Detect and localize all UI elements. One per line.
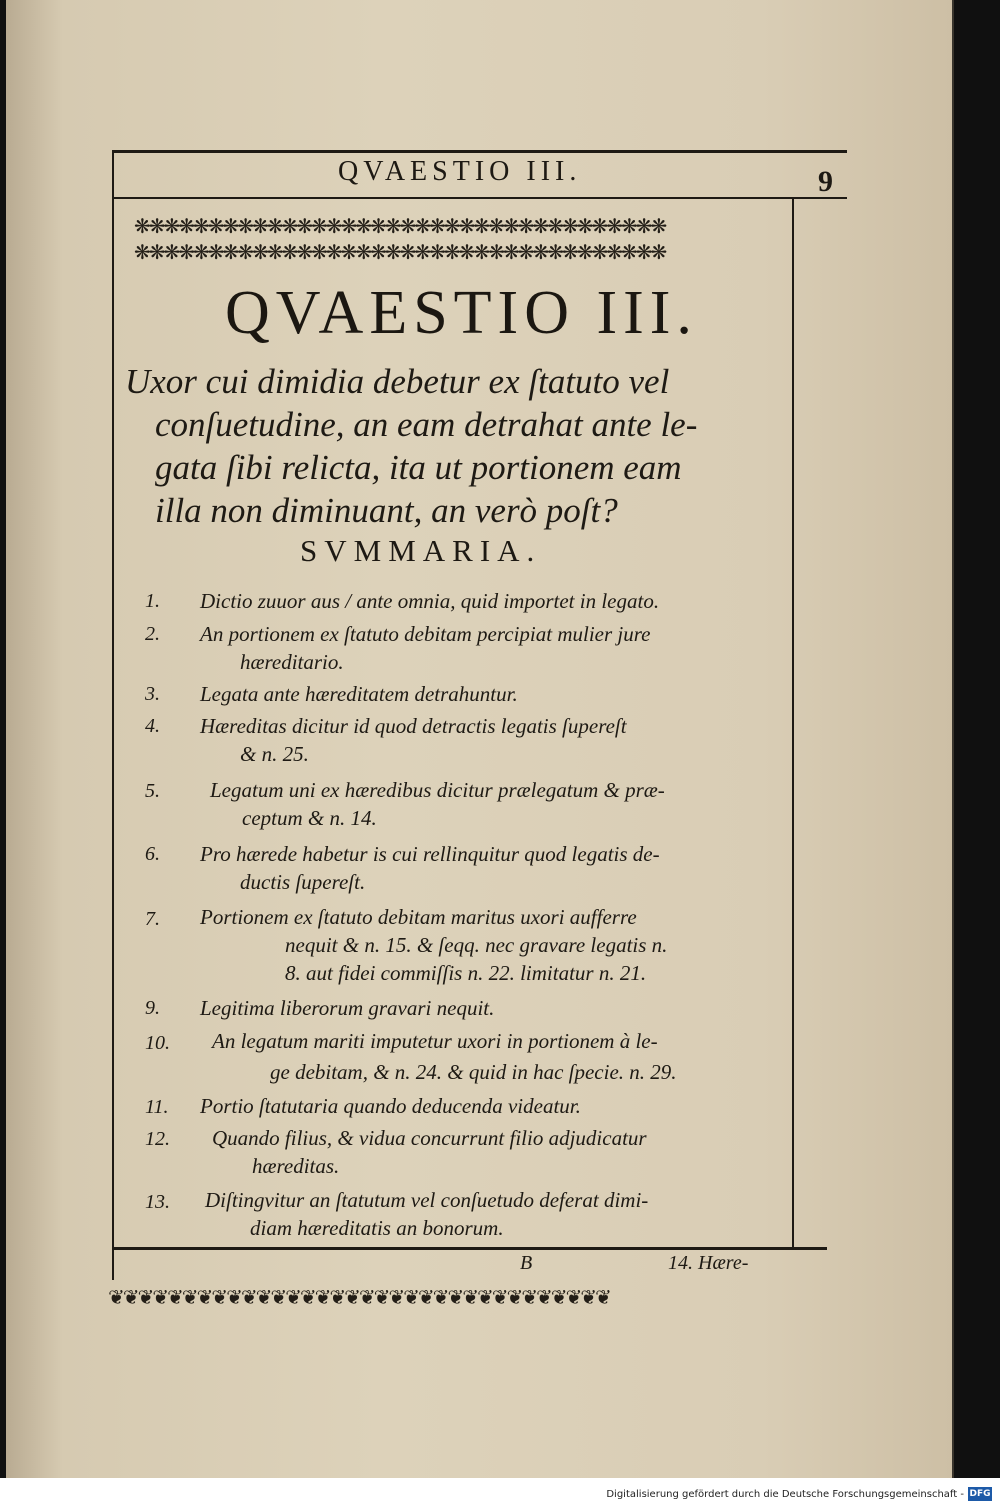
summary-text: hæreditas.	[252, 1154, 340, 1178]
summary-text: Diſtingvitur an ſtatutum vel conſuetudo deferat dimi-	[205, 1188, 649, 1212]
summary-text: Legata ante hæreditatem detrahuntur.	[200, 682, 518, 706]
summary-text: An legatum mariti imputetur uxori in portionem à le-	[212, 1029, 658, 1053]
summary-text: ceptum & n. 14.	[242, 806, 377, 830]
summary-text: Legitima liberorum gravari nequit.	[200, 996, 495, 1020]
summary-number: 13.	[145, 1191, 170, 1213]
summary-text: Portionem ex ſtatuto debitam maritus uxori aufferre	[200, 905, 637, 929]
summary-text: hæreditario.	[240, 650, 344, 674]
header-rule-bottom	[112, 197, 847, 199]
summary-number: 10.	[145, 1032, 170, 1054]
question-line: illa non diminuant, an verò poſt?	[155, 491, 618, 530]
summary-text: Pro hærede habetur is cui rellinquitur quod legatis de-	[200, 842, 660, 866]
summary-text: Legatum uni ex hæredibus dicitur prælegatum & præ-	[210, 778, 665, 802]
question-line: conſuetudine, an eam detrahat ante le-	[155, 405, 698, 444]
summary-text: Quando filius, & vidua concurrunt filio adjudicatur	[212, 1126, 647, 1150]
summary-number: 6.	[145, 843, 160, 865]
summary-number: 9.	[145, 997, 160, 1019]
summary-number: 4.	[145, 715, 160, 737]
dfg-logo: DFG	[969, 1489, 991, 1499]
summary-number: 1.	[145, 590, 160, 612]
summary-text: An portionem ex ſtatuto debitam percipiat mulier jure	[200, 622, 651, 646]
summary-number: 11.	[145, 1096, 169, 1118]
frame-bottom-rule	[112, 1247, 827, 1250]
running-head: QVAESTIO III.	[338, 156, 582, 187]
summary-text: & n. 25.	[240, 742, 309, 766]
ornament-band-top: ❋❋❋❋❋❋❋❋❋❋❋❋❋❋❋❋❋❋❋❋❋❋❋❋❋❋❋❋❋❋❋❋❋❋❋❋	[134, 214, 666, 238]
ornament-band-bottom: ❦❦❦❦❦❦❦❦❦❦❦❦❦❦❦❦❦❦❦❦❦❦❦❦❦❦❦❦❦❦❦❦❦❦	[108, 1285, 610, 1309]
summary-text: ge debitam, & n. 24. & quid in hac ſpecie. n. 29.	[270, 1060, 677, 1084]
ornament-band-top-2: ❋❋❋❋❋❋❋❋❋❋❋❋❋❋❋❋❋❋❋❋❋❋❋❋❋❋❋❋❋❋❋❋❋❋❋❋	[134, 240, 666, 264]
frame-right-rule	[792, 197, 794, 1249]
question-line: gata ſibi relicta, ita ut portionem eam	[155, 448, 682, 487]
funding-notice: Digitalisierung gefördert durch die Deutsche Forschungsgemeinschaft -	[606, 1489, 964, 1500]
summary-number: 5.	[145, 780, 160, 802]
summary-text: Portio ſtatutaria quando deducenda videatur.	[200, 1094, 581, 1118]
question-line: Uxor cui dimidia debetur ex ſtatuto vel	[125, 362, 670, 401]
summary-number: 2.	[145, 623, 160, 645]
question-heading: QVAESTIO III.	[225, 279, 698, 347]
summary-text: 8. aut fidei commiſſis n. 22. limitatur n. 21.	[285, 961, 647, 985]
summary-text: Hæreditas dicitur id quod detractis legatis ſupereſt	[200, 714, 627, 738]
summary-text: diam hæreditatis an bonorum.	[250, 1216, 504, 1240]
header-rule-top	[112, 150, 847, 153]
signature-mark: B	[520, 1252, 533, 1274]
summary-number: 12.	[145, 1128, 170, 1150]
summary-text: nequit & n. 15. & ſeqq. nec gravare legatis n.	[285, 933, 668, 957]
summaria-title: SVMMARIA.	[300, 533, 542, 568]
page-number: 9	[818, 165, 833, 198]
summary-number: 7.	[145, 908, 160, 930]
catchword: 14. Hære-	[668, 1252, 749, 1274]
summary-text: Dictio zuuor aus / ante omnia, quid importet in legato.	[200, 589, 660, 613]
frame-left-rule	[112, 150, 114, 1280]
summary-number: 3.	[145, 683, 160, 705]
summary-text: ductis ſupereſt.	[240, 870, 366, 894]
